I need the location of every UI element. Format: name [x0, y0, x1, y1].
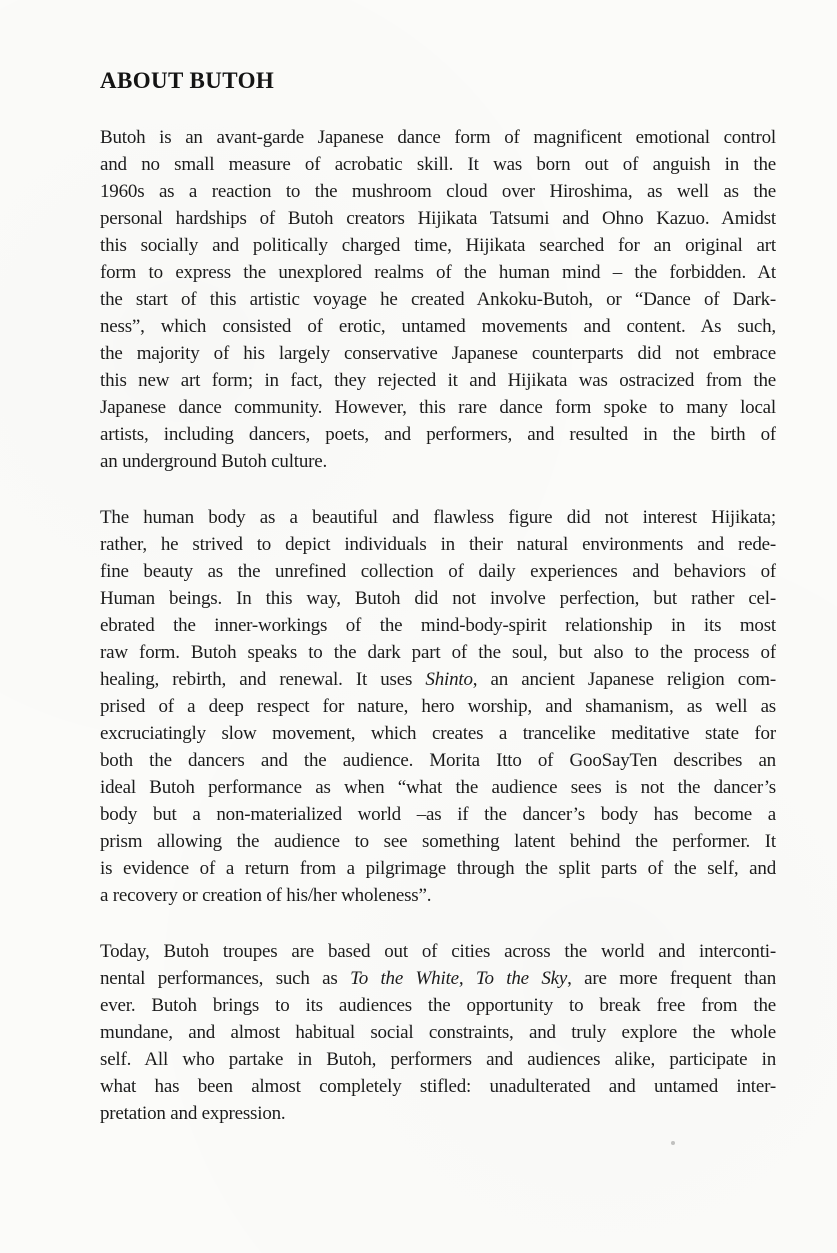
text-line — [100, 747, 776, 774]
text-run: and no small measure of acrobatic skill. It was born out of anguish in the — [100, 154, 776, 175]
text-line — [100, 232, 776, 259]
text-line — [100, 639, 776, 666]
text-run: is evidence of a return from a pilgrimage through the split parts of the self, and — [100, 858, 776, 879]
text-run: the start of this artistic voyage he created Ankoku-Butoh, or “Dance of Dark- — [100, 289, 776, 310]
text-run: this socially and politically charged time, Hijikata searched for an original art — [100, 235, 776, 256]
text-line — [100, 124, 776, 151]
page-title: ABOUT BUTOH — [100, 68, 275, 93]
text-line — [100, 882, 776, 909]
text-line — [100, 1100, 776, 1127]
text-line — [100, 531, 776, 558]
text-run: Butoh is an avant-garde Japanese dance form of magnificent emotional control — [100, 127, 776, 148]
text-line — [100, 286, 776, 313]
text-run: rather, he strived to depict individuals in their natural environments and rede- — [100, 534, 776, 555]
text-line — [100, 259, 776, 286]
paragraph — [100, 124, 776, 475]
text-line — [100, 693, 776, 720]
text-line — [100, 855, 776, 882]
text-line — [100, 558, 776, 585]
text-line — [100, 992, 776, 1019]
text-run: form to express the unexplored realms of the human mind – the forbidden. At — [100, 262, 776, 283]
text-run: artists, including dancers, poets, and performers, and resulted in the birth of — [100, 424, 776, 445]
text-line — [100, 720, 776, 747]
text-line — [100, 394, 776, 421]
text-run: The human body as a beautiful and flawless figure did not interest Hijikata; — [100, 507, 776, 528]
text-line — [100, 421, 776, 448]
text-line — [100, 367, 776, 394]
text-run: 1960s as a reaction to the mushroom cloud over Hiroshima, as well as the — [100, 181, 776, 202]
text-line — [100, 585, 776, 612]
text-run: an underground Butoh culture. — [100, 451, 328, 472]
text-run: ebrated the inner-workings of the mind-body-spirit relationship in its most — [100, 615, 776, 636]
text-run: Today, Butoh troupes are based out of cities across the world and interconti- — [100, 941, 776, 962]
text-line — [100, 151, 776, 178]
paragraph — [100, 504, 776, 909]
text-run: what has been almost completely stifled: unadulterated and untamed inter- — [100, 1076, 776, 1097]
text-line — [100, 1019, 776, 1046]
text-line — [100, 1046, 776, 1073]
text-run: personal hardships of Butoh creators Hijikata Tatsumi and Ohno Kazuo. Amidst — [100, 208, 776, 229]
text-run: ever. Butoh brings to its audiences the opportunity to break free from the — [100, 995, 776, 1016]
italic-text-run: To the White, To the Sky — [350, 968, 568, 989]
text-run: ideal Butoh performance as when “what the audience sees is not the dancer’s — [100, 777, 776, 798]
text-run: self. All who partake in Butoh, performers and audiences alike, participate in — [100, 1049, 776, 1070]
text-run: prism allowing the audience to see something latent behind the performer. It — [100, 831, 776, 852]
text-run: healing, rebirth, and renewal. It uses — [100, 669, 426, 690]
text-run: pretation and expression. — [100, 1103, 286, 1124]
text-line — [100, 965, 776, 992]
text-line — [100, 448, 776, 475]
text-run: a recovery or creation of his/her wholeness”. — [100, 885, 432, 906]
text-line — [100, 938, 776, 965]
italic-text-run: Shinto — [425, 669, 473, 690]
text-run: this new art form; in fact, they rejected it and Hijikata was ostracized from the — [100, 370, 776, 391]
text-line — [100, 313, 776, 340]
text-line — [100, 801, 776, 828]
text-run: the majority of his largely conservative Japanese counterparts did not embrace — [100, 343, 776, 364]
paragraph — [100, 938, 776, 1127]
text-line — [100, 205, 776, 232]
text-line — [100, 666, 776, 693]
text-run: , an ancient Japanese religion com- — [472, 669, 776, 690]
text-run: Human beings. In this way, Butoh did not involve perfection, but rather cel- — [100, 588, 776, 609]
text-line — [100, 178, 776, 205]
scan-speck-artifact — [671, 1141, 675, 1145]
text-run: mundane, and almost habitual social constraints, and truly explore the whole — [100, 1022, 776, 1043]
text-run: excruciatingly slow movement, which creates a trancelike meditative state for — [100, 723, 776, 744]
text-run: raw form. Butoh speaks to the dark part of the soul, but also to the process of — [100, 642, 776, 663]
text-run: nental performances, such as — [100, 968, 351, 989]
text-run: ness”, which consisted of erotic, untamed movements and content. As such, — [100, 316, 776, 337]
text-run: body but a non-materialized world –as if the dancer’s body has become a — [100, 804, 776, 825]
text-run: prised of a deep respect for nature, hero worship, and shamanism, as well as — [100, 696, 776, 717]
text-line — [100, 828, 776, 855]
text-line — [100, 612, 776, 639]
text-run: , are more frequent than — [567, 968, 776, 989]
body-text — [100, 124, 776, 1127]
text-line — [100, 340, 776, 367]
text-line — [100, 1073, 776, 1100]
text-run: fine beauty as the unrefined collection of daily experiences and behaviors of — [100, 561, 776, 582]
text-run: both the dancers and the audience. Morita Itto of GooSayTen describes an — [100, 750, 776, 771]
text-line — [100, 504, 776, 531]
text-line — [100, 774, 776, 801]
text-run: Japanese dance community. However, this rare dance form spoke to many local — [100, 397, 776, 418]
